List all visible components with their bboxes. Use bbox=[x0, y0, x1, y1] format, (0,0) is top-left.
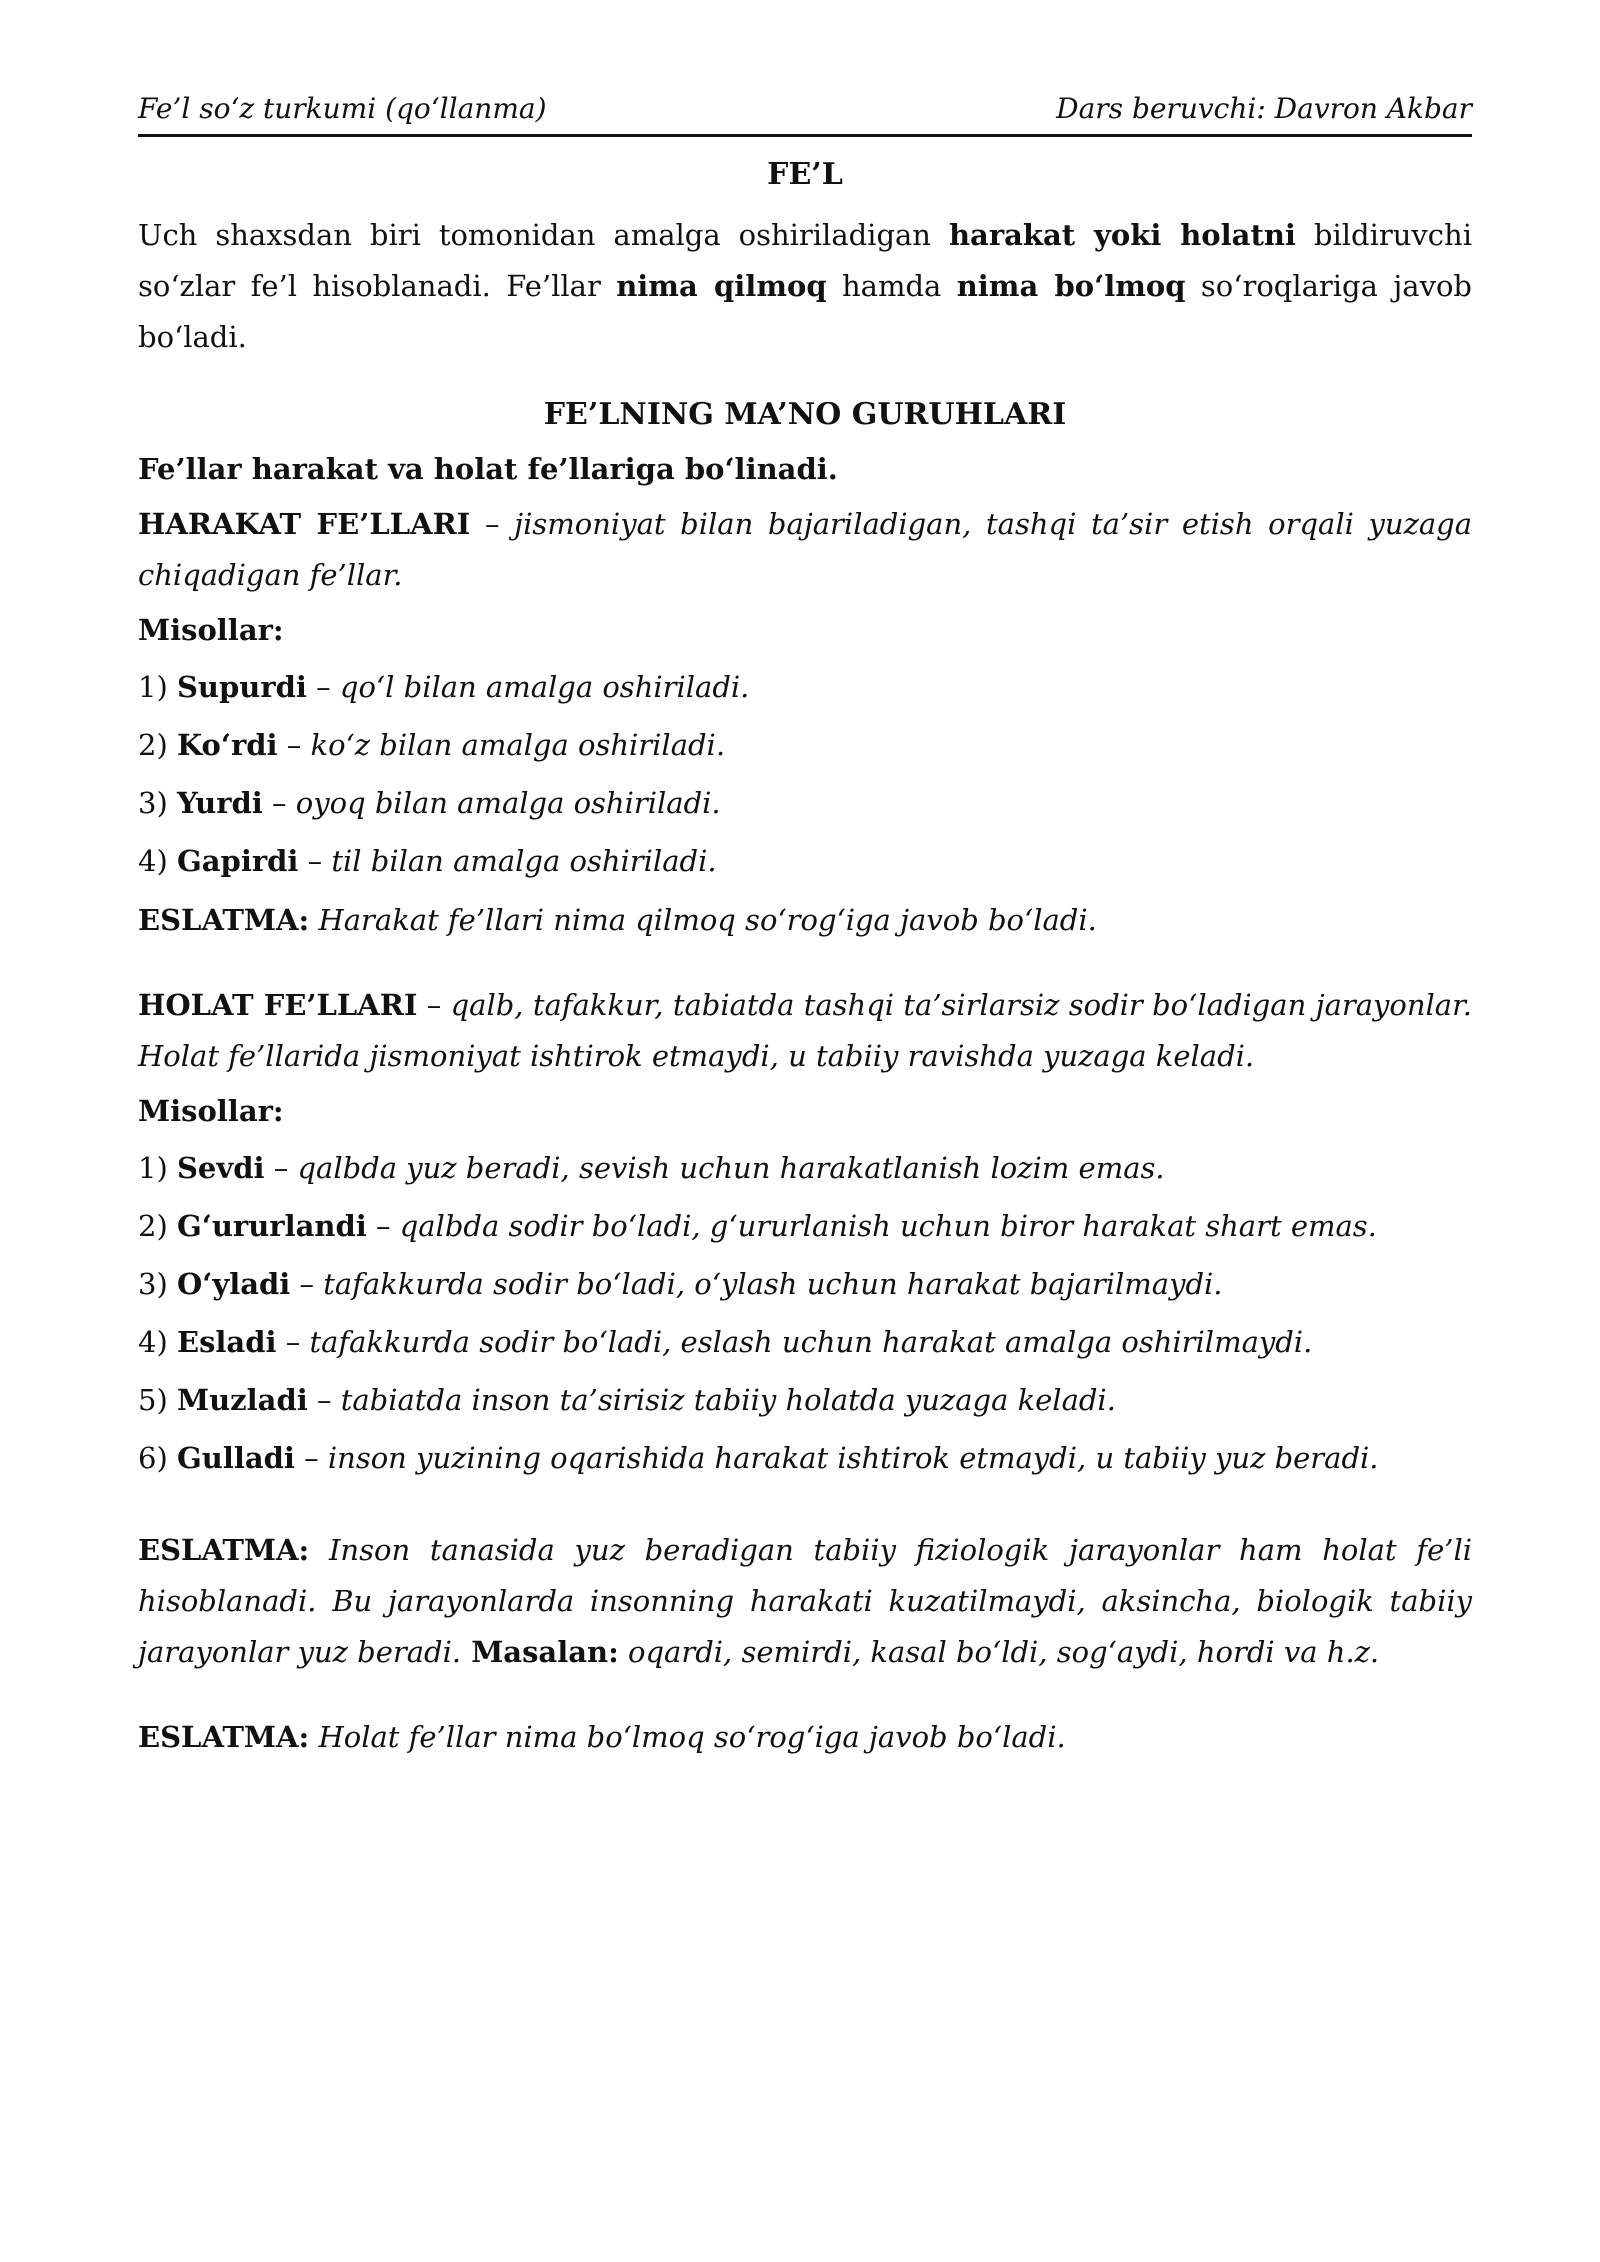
intro-paragraph bbox=[138, 210, 1472, 363]
item-description: tabiatda inson ta’sirisiz tabiiy holatda yuzaga keladi. bbox=[340, 1382, 1116, 1417]
list-item bbox=[138, 662, 1472, 713]
item-dash: – bbox=[294, 1440, 328, 1475]
intro-text-2: bildiruvchi so‘zlar fe’l hisoblanadi. Fe’llar bbox=[138, 217, 1473, 303]
note-holat bbox=[138, 1712, 1472, 1763]
intro-text-1: Uch shaxsdan biri tomonidan amalga oshiriladigan bbox=[138, 217, 949, 252]
item-number: 5) bbox=[138, 1382, 177, 1417]
note-harakat bbox=[138, 895, 1472, 946]
harakat-definition bbox=[138, 499, 1472, 601]
item-number: 2) bbox=[138, 1208, 177, 1243]
harakat-dash: – bbox=[470, 506, 515, 541]
note-physiological bbox=[138, 1525, 1472, 1678]
holat-examples-list bbox=[138, 1143, 1472, 1484]
note-text: Holat fe’llar nima bo‘lmoq so‘rog‘iga javob bo‘ladi. bbox=[309, 1719, 1066, 1754]
item-verb: G‘ururlandi bbox=[176, 1208, 367, 1243]
item-number: 6) bbox=[138, 1440, 177, 1475]
note-text: Inson tanasida yuz beradigan tabiiy fiziologik jarayonlar ham holat fe’li hisoblanadi. Bu jarayonlarda insonning harakati kuzatilmaydi, aksincha, biologik tabiiy jarayonlar yuz beradi. bbox=[138, 1532, 1472, 1669]
item-description: tafakkurda sodir bo‘ladi, o‘ylash uchun harakat bajarilmaydi. bbox=[323, 1266, 1223, 1301]
list-item bbox=[138, 1201, 1472, 1252]
item-number: 4) bbox=[138, 1324, 177, 1359]
item-number: 1) bbox=[138, 669, 177, 704]
intro-text-3: hamda bbox=[826, 268, 957, 303]
note-label: ESLATMA: bbox=[138, 1532, 310, 1567]
list-item bbox=[138, 720, 1472, 771]
list-item bbox=[138, 1433, 1472, 1484]
harakat-definition-text: jismoniyat bilan bajariladigan, tashqi ta’sir etish orqali yuzaga chiqadigan fe’llar. bbox=[138, 506, 1473, 592]
item-description: qalbda yuz beradi, sevish uchun harakatlanish lozim emas. bbox=[297, 1150, 1165, 1185]
header-right: Dars beruvchi: Davron Akbar bbox=[1056, 92, 1472, 125]
page-title: FE’L bbox=[767, 156, 843, 192]
list-item bbox=[138, 778, 1472, 829]
running-header bbox=[138, 92, 1472, 137]
item-dash: – bbox=[306, 669, 340, 704]
item-description: til bilan amalga oshiriladi. bbox=[331, 843, 717, 878]
item-description: ko‘z bilan amalga oshiriladi. bbox=[310, 727, 726, 762]
section-title: FE’LNING MA’NO GURUHLARI bbox=[543, 396, 1067, 432]
list-item bbox=[138, 1317, 1472, 1368]
item-description: tafakkurda sodir bo‘ladi, eslash uchun harakat amalga oshirilmaydi. bbox=[309, 1324, 1313, 1359]
item-verb: Muzladi bbox=[176, 1382, 308, 1417]
holat-definition-text: qalb, tafakkur, tabiatda tashqi ta’sirlarsiz sodir bo‘ladigan jarayonlar. Holat fe’llarida jismoniyat ishtirok etmaydi, u tabiiy ravishda yuzaga keladi. bbox=[138, 987, 1472, 1073]
list-item bbox=[138, 1143, 1472, 1194]
item-number: 3) bbox=[138, 785, 177, 820]
item-dash: – bbox=[276, 1324, 310, 1359]
item-dash: – bbox=[264, 1150, 298, 1185]
item-verb: Sevdi bbox=[176, 1150, 265, 1185]
item-verb: Yurdi bbox=[176, 785, 263, 820]
intro-bold-1: harakat yoki holatni bbox=[948, 217, 1296, 252]
note-label: ESLATMA: bbox=[138, 902, 310, 937]
item-dash: – bbox=[277, 727, 311, 762]
header-left: Fe’l so‘z turkumi (qo‘llanma) bbox=[138, 92, 547, 125]
list-item bbox=[138, 836, 1472, 887]
item-dash: – bbox=[307, 1382, 341, 1417]
item-verb: Esladi bbox=[176, 1324, 277, 1359]
examples-label-2: Misollar: bbox=[138, 1093, 284, 1128]
item-dash: – bbox=[290, 1266, 324, 1301]
item-description: qo‘l bilan amalga oshiriladi. bbox=[339, 669, 750, 704]
example-text: oqardi, semirdi, kasal bo‘ldi, sog‘aydi, hordi va h.z. bbox=[618, 1634, 1380, 1669]
list-item bbox=[138, 1375, 1472, 1426]
example-label: Masalan: bbox=[461, 1634, 619, 1669]
harakat-term: HARAKAT FE’LLARI bbox=[138, 506, 471, 541]
item-dash: – bbox=[298, 843, 332, 878]
item-verb: Gapirdi bbox=[176, 843, 299, 878]
note-text: Harakat fe’llari nima qilmoq so‘rog‘iga javob bo‘ladi. bbox=[309, 902, 1097, 937]
item-description: oyoq bilan amalga oshiriladi. bbox=[295, 785, 721, 820]
division-statement: Fe’llar harakat va holat fe’llariga bo‘linadi. bbox=[138, 451, 838, 486]
item-verb: O‘yladi bbox=[176, 1266, 291, 1301]
item-number: 2) bbox=[138, 727, 177, 762]
note-label: ESLATMA: bbox=[138, 1719, 310, 1754]
document-page bbox=[138, 92, 1472, 1763]
item-verb: Gulladi bbox=[176, 1440, 295, 1475]
intro-text-4: so‘roqlariga javob bo‘ladi. bbox=[138, 268, 1472, 354]
item-number: 1) bbox=[138, 1150, 177, 1185]
item-verb: Supurdi bbox=[176, 669, 307, 704]
item-number: 4) bbox=[138, 843, 177, 878]
item-dash: – bbox=[366, 1208, 400, 1243]
intro-bold-3: nima bo‘lmoq bbox=[956, 268, 1186, 303]
item-dash: – bbox=[262, 785, 296, 820]
holat-dash: – bbox=[417, 987, 451, 1022]
harakat-examples-list bbox=[138, 662, 1472, 887]
item-number: 3) bbox=[138, 1266, 177, 1301]
list-item bbox=[138, 1259, 1472, 1310]
holat-term: HOLAT FE’LLARI bbox=[138, 987, 418, 1022]
item-description: qalbda sodir bo‘ladi, g‘ururlanish uchun biror harakat shart emas. bbox=[399, 1208, 1377, 1243]
item-verb: Ko‘rdi bbox=[176, 727, 278, 762]
examples-label-1: Misollar: bbox=[138, 612, 284, 647]
item-description: inson yuzining oqarishida harakat ishtirok etmaydi, u tabiiy yuz beradi. bbox=[327, 1440, 1379, 1475]
holat-definition bbox=[138, 980, 1472, 1082]
intro-bold-2: nima qilmoq bbox=[616, 268, 827, 303]
